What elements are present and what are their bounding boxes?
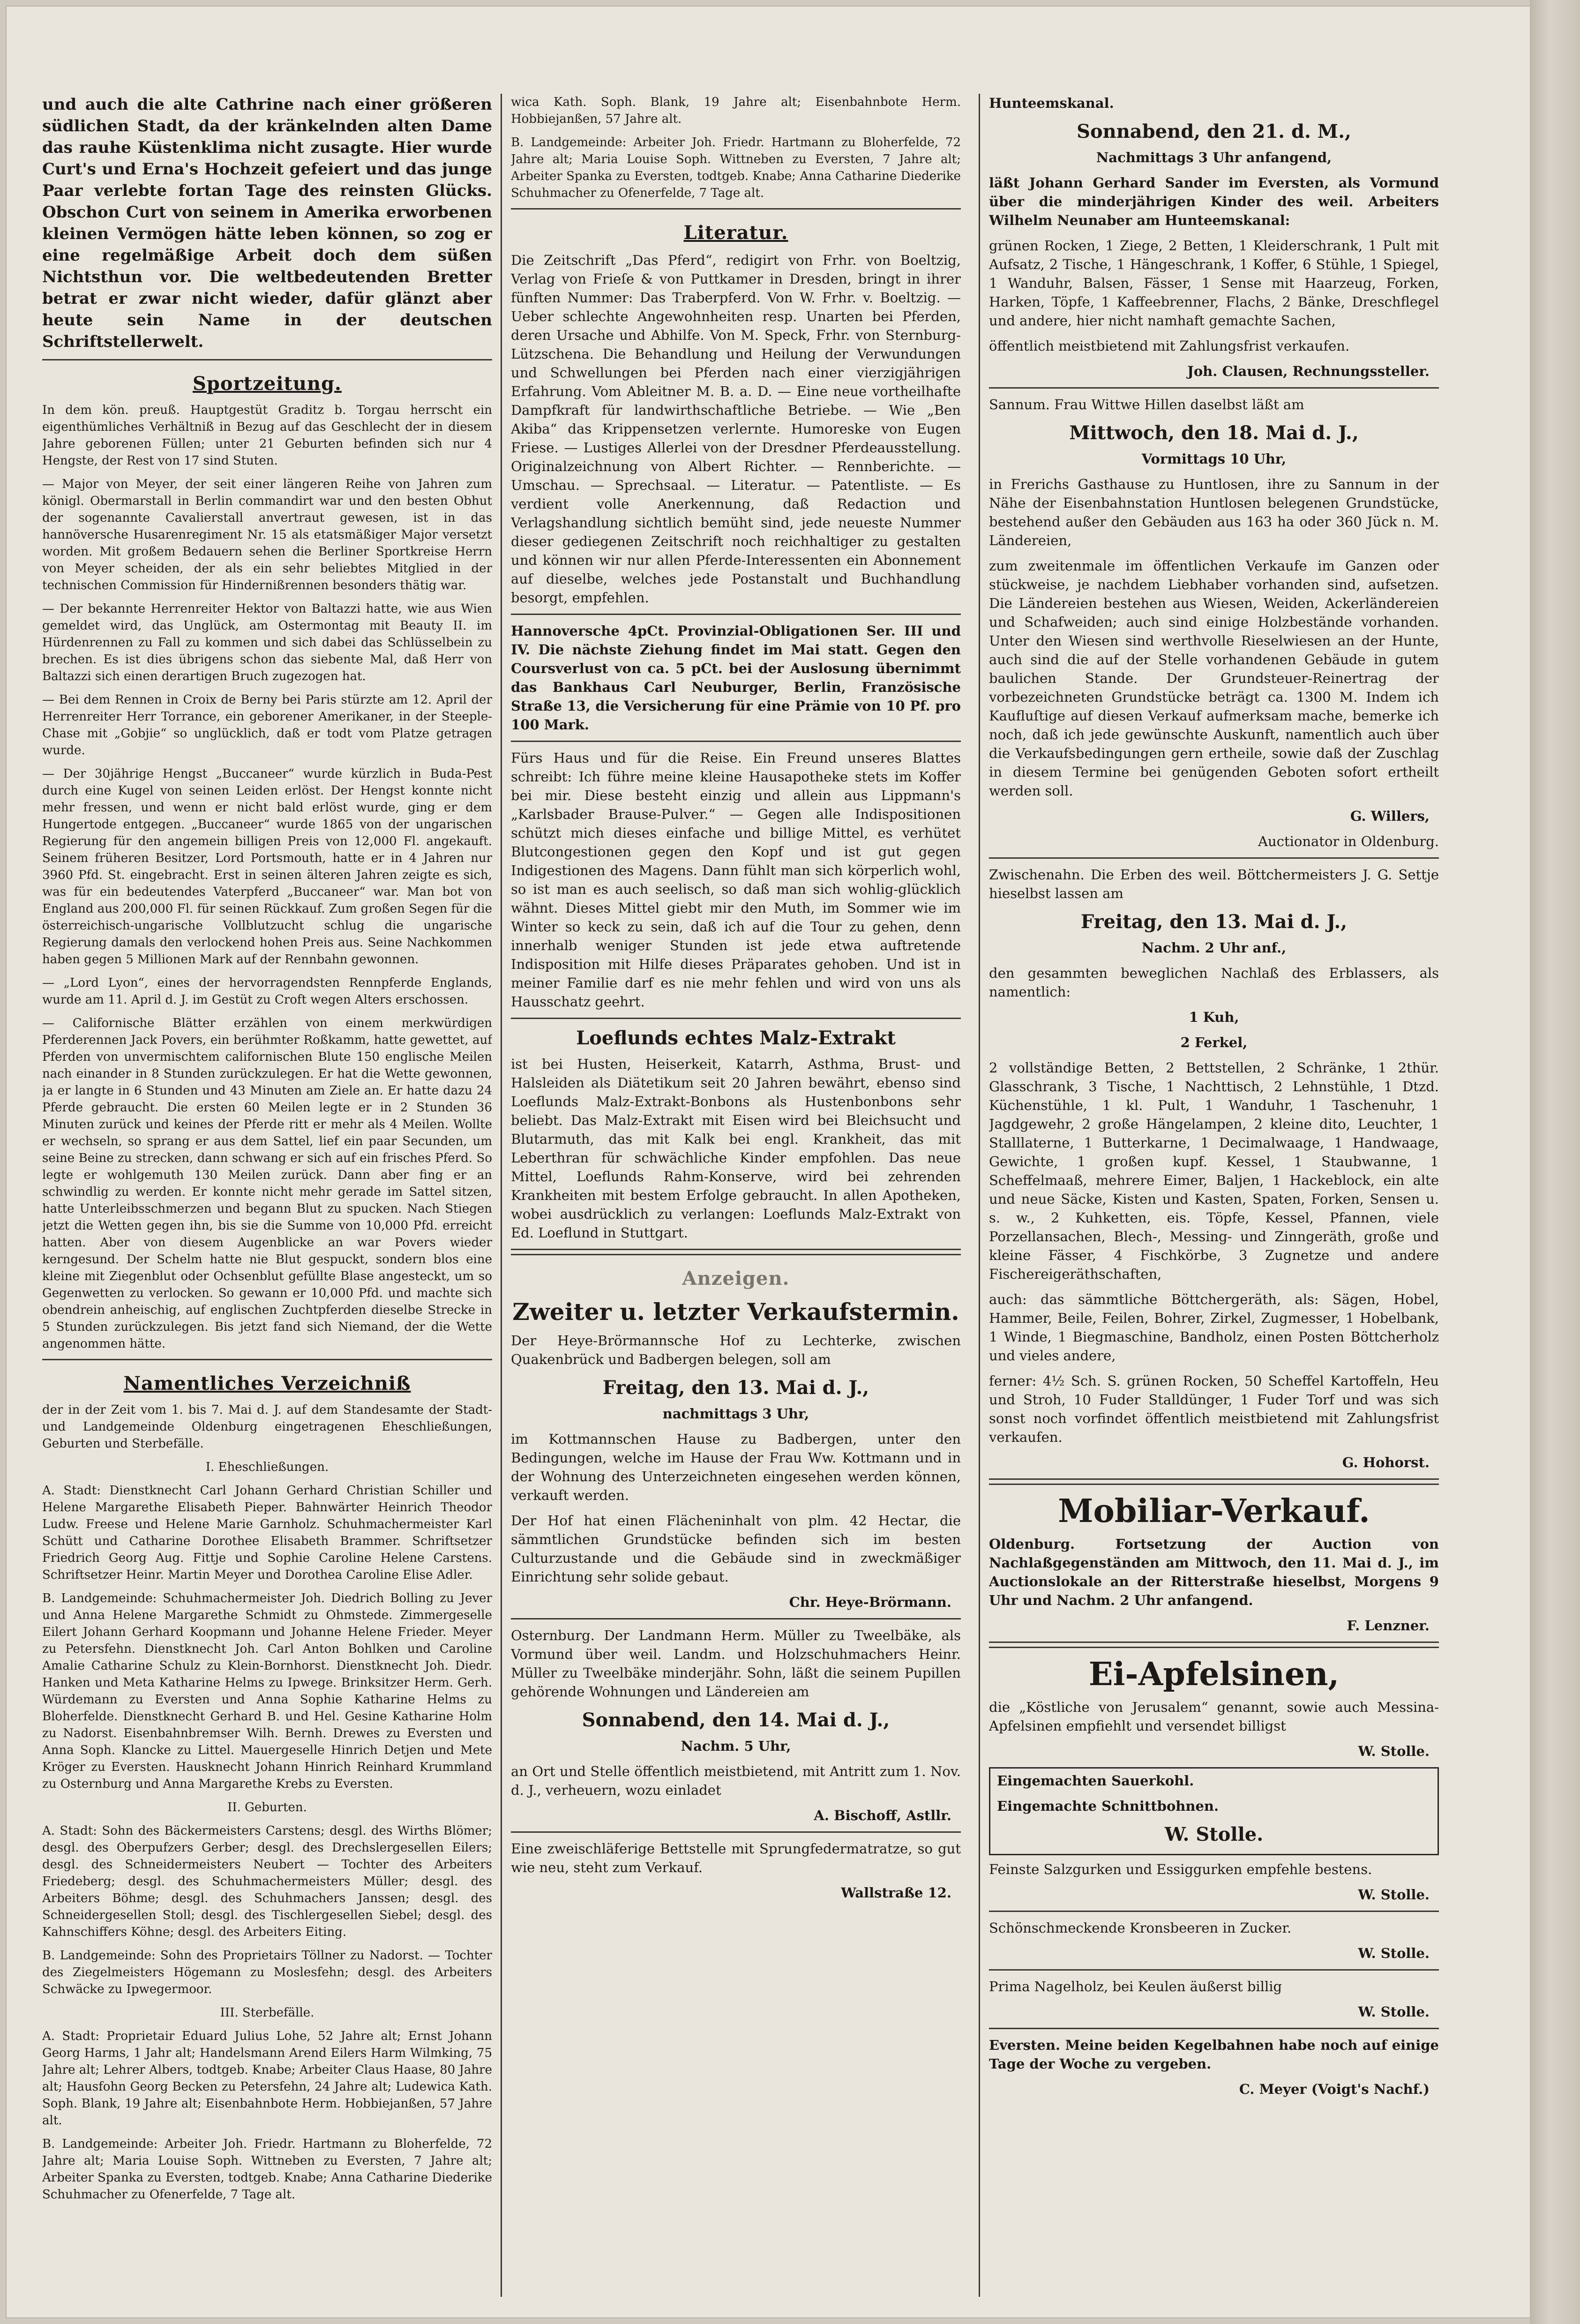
divider bbox=[989, 1969, 1439, 1971]
stolle-item: Prima Nagelholz, bei Keulen äußerst billig bbox=[989, 1979, 1282, 1994]
zwischenahn-intro: Zwischenahn. Die Erben des weil. Böttchermeisters J. G. Settje hieselbst lassen am bbox=[989, 867, 1439, 901]
auction-signature: Joh. Clausen, Rechnungssteller. bbox=[1187, 363, 1430, 379]
divider bbox=[989, 1642, 1439, 1648]
stolle-item: Feinste Salzgurken und Essiggurken empfehle bestens. bbox=[989, 1861, 1372, 1877]
divider bbox=[511, 741, 961, 742]
stolle-item: Schönschmeckende Kronsbeeren in Zucker. bbox=[989, 1920, 1292, 1936]
malz-extrakt-title: Loeflunds echtes Malz-Extrakt bbox=[576, 1027, 896, 1049]
sannum-signature: G. Willers, bbox=[1350, 808, 1430, 824]
obligation-notice: Hannoversche 4pCt. Provinzial-Obligationen Ser. III und IV. Die nächste Ziehung findet im Mai statt. Gegen den Coursverlust von ca. 5 pCt. bei der Auslosung übernimmt das Bankhaus Carl Neuburger, Berlin, Französische Straße 13, die Versicherung für eine Prämie von 10 Pf. pro 100 Mark. bbox=[511, 623, 961, 733]
story-ending: und auch die alte Cathrine nach einer größeren südlichen Stadt, da der kränkelnden alten Dame das rauhe Küstenklima nicht zusagte. Hier wurde Curt's und Erna's Hochzeit gefeiert und das junge Paar verlebte fortan Tage des reinsten Glücks. Obschon Curt von seinem in Amerika erworbenen kleinen Vermögen hätte leben können, so zog er eine regelmäßige Arbeit doch dem süßen Nichtsthun vor. Die weltbedeutenden Bretter betrat er zwar nicht wieder, dafür glänzt aber heute sein Name in der deutschen Schriftstellerwelt. bbox=[42, 95, 492, 351]
divider bbox=[511, 614, 961, 615]
mobiliar-title: Mobiliar-Verkauf. bbox=[1058, 1492, 1370, 1530]
zwischenahn-ferkel: 2 Ferkel, bbox=[1180, 1035, 1248, 1050]
register-entry: A. Stadt: Sohn des Bäckermeisters Carstens; desgl. des Wirths Blömer; desgl. des Oberpufzers Gerber; desgl. des Drechslergesellen Eilers; desgl. des Schneidermeisters Neubert — Tochter des Arbeiters Friedeberg; desgl. des Schuhmachermeisters Müller; desgl. des Arbeiters Böhme; desgl. des Schuhmachers Janssen; desgl. des Schneidergesellen Stoll; desgl. des Tischlergesellen Siebel; desgl. des Kahnschiffers Köhne; desgl. des Arbeiters Eiting. bbox=[42, 1824, 492, 1939]
sport-paragraph: — Californische Blätter erzählen von einem merkwürdigen Pferderennen Jack Povers, ein berühmter Roßkamm, hatte gewettet, auf Pferden von unvermischtem californischen Blute 150 englische Meilen nach einander in 8 Stunden zurückzulegen. Er hat die Wette gewonnen, ja er langte in 6 Stunden und 43 Minuten am Ziele an. Er hatte dazu 24 Pferde gebraucht. Die ersten 60 Meilen legte er in 2 Stunden 36 Minuten zurück und keines der Pferde ritt er mehr als 4 Meilen. Wollte er wechseln, so sprang er aus dem Sattel, lief ein paar Secunden, um seine Beine zu strecken, dann schwang er sich auf ein frisches Pferd. So legte er wohlgemuth 130 Meilen zurück. Dann aber fing er an schwindlig zu werden. Er konnte nicht mehr gerade im Sattel sitzen, hatte Unterleibsschmerzen und begann Blut zu spucken. Nach Stiegen jetzt die Wetten gegen ihn, bis sie die Summe von 10,000 Pfd. erreicht hatten. Aber von diesem Augenblicke an war Povers wieder kerngesund. Der Schelm hatte nie Blut gespuckt, sondern blos eine kleine mit Ziegenblut oder Ochsenblut gefüllte Blase angesteckt, um so Gegenwetten zu verlocken. So gewann er 10,000 Pfd. und machte sich obendrein anheischig, auf englischen Zuchtpferden dieselbe Strecke in 5 Stunden zurückzulegen. Bis jetzt fand sich Niemand, der die Wette angenommen hätte. bbox=[42, 1016, 492, 1351]
mobiliar-signature: F. Lenzner. bbox=[1347, 1618, 1430, 1634]
zwischenahn-kuh: 1 Kuh, bbox=[1189, 1009, 1239, 1025]
column-right bbox=[989, 94, 1439, 2297]
literature-heading: Literatur. bbox=[683, 222, 788, 244]
osternburg-text: an Ort und Stelle öffentlich meistbietend, mit Antritt zum 1. Nov. d. J., verheuern, wozu einladet bbox=[511, 1763, 961, 1798]
sport-paragraph: — Major von Meyer, der seit einer längeren Reihe von Jahren zum königl. Obermarstall in Berlin commandirt war und den besten Obhut der sogenannte Cavalierstall anvertraut gewesen, ist in das hannöversche Husarenregiment Nr. 15 als etatsmäßiger Major versetzt worden. Mit großem Bedauern sehen die Berliner Sportkreise Herrn von Meyer scheiden, der als ein sehr beliebtes Mitglied in der technischen Commission für Hindernißrennen besonders thätig war. bbox=[42, 477, 492, 592]
sport-paragraph: — Der bekannte Herrenreiter Hektor von Baltazzi hatte, wie aus Wien gemeldet wird, das Unglück, am Ostermontag mit Beauty II. im Hürdenrennen zu Fall zu kommen und sich dabei das Schlüsselbein zu brechen. Es ist dies übrigens schon das siebente Mal, daß Herr von Baltazzi sich einen derartigen Bruch zugezogen hat. bbox=[42, 602, 492, 683]
divider bbox=[511, 208, 961, 210]
zwischenahn-time: Nachm. 2 Uhr anf., bbox=[1141, 940, 1287, 956]
osternburg-date: Sonnabend, den 14. Mai d. J., bbox=[582, 1709, 890, 1731]
register-entry: B. Landgemeinde: Arbeiter Joh. Friedr. Hartmann zu Bloherfelde, 72 Jahre alt; Maria Louise Soph. Wittneben zu Eversten, 7 Jahre alt; Arbeiter Spanka zu Eversten, todtgeb. Knabe; Anna Catharine Diederike Schuhmacher zu Ofenerfelde, 7 Tage alt. bbox=[42, 2137, 492, 2202]
divider bbox=[989, 387, 1439, 389]
register-entry: A. Stadt: Proprietair Eduard Julius Lohe, 52 Jahre alt; Ernst Johann Georg Harms, 1 Jahr alt; Handelsmann Arend Eilers Harm Wilmking, 75 Jahre alt; Lehrer Albers, todtgeb. Knabe; Arbeiter Claus Haase, 80 Jahre alt; Hausfohn Georg Becken zu Petersfehn, 24 Jahre alt; Ludewica Kath. Soph. Blank, 19 Jahre alt; Eisenbahnbote Herm. Hobbiejanßen, 57 Jahre alt. bbox=[42, 2029, 492, 2128]
auction-items: grünen Rocken, 1 Ziege, 2 Betten, 1 Kleiderschrank, 1 Pult mit Aufsatz, 2 Tische, 1 Hängeschrank, 1 Koffer, 6 Stühle, 1 Spiegel, 1 Wanduhr, Balsen, Fässer, 1 Sense mit Haarzeug, Forken, Harken, Töpfe, 1 Kaffeebrenner, Flachs, 2 Bänke, Dreschflegel und andere, hier nicht namhaft gemachte Sachen, bbox=[989, 238, 1439, 329]
zwischenahn-items: 2 vollständige Betten, 2 Bettstellen, 2 Schränke, 1 2thür. Glasschrank, 3 Tische, 1 Nachttisch, 2 Lehnstühle, 1 Dtzd. Küchenstühle, 1 kl. Pult, 1 Wanduhr, 1 Taschenuhr, 1 Jagdgewehr, 2 große Hängelampen, 2 kleine dito, Leuchter, 1 Stalllaterne, 1 Butterkarne, 1 Decimalwaage, 1 Handwaage, Gewichte, 1 großen kupf. Kessel, 1 Staubwanne, 1 Scheffelmaaß, mehrere Eimer, Baljen, 1 Hackeblock, ein alte und neue Säcke, Kisten und Kasten, Spaten, Forken, Sensen u. s. w., 2 Kuhketten, eis. Töpfe, Kessel, Pfannen, viele Porzellansachen, Blech-, Messing- und Zinngeräth, große und kleine Fässer, 4 Fischkörbe, 3 Zugnetze und andere Fischereigeräthschaften, bbox=[989, 1060, 1439, 1282]
osternburg-time: Nachm. 5 Uhr, bbox=[681, 1738, 791, 1754]
sannum-time: Vormittags 10 Uhr, bbox=[1141, 451, 1287, 467]
osternburg-text: Osternburg. Der Landmann Herm. Müller zu Tweelbäke, als Vormund über weil. Landm. und Holzschuhmachers Heinr. Müller zu Tweelbäke minderjähr. Sohn, läßt die seinem Pupillen gehörende Wohnungen und Ländereien am bbox=[511, 1627, 961, 1700]
column-rule bbox=[979, 94, 980, 2297]
stolle-signature: W. Stolle. bbox=[1358, 2004, 1430, 2020]
column-rule bbox=[501, 94, 502, 2297]
auction-date: Sonnabend, den 21. d. M., bbox=[1077, 120, 1351, 142]
register-section-title: III. Sterbefälle. bbox=[220, 2006, 315, 2020]
register-entry: A. Stadt: Dienstknecht Carl Johann Gerhard Christian Schiller und Helene Margarethe Elisabeth Pieper. Bahnwärter Heinrich Theodor Ludw. Freese und Helene Marie Garnholz. Schuhmachermeister Karl Schütt und Catharine Dorothee Elisabeth Brammer. Schriftsetzer Friedrich Georg Aug. Fittje und Sophie Caroline Helene Carstens. Schriftsetzer Heinr. Martin Meyer und Dorothea Caroline Elise Adler. bbox=[42, 1484, 492, 1582]
sale-text: im Kottmannschen Hause zu Badbergen, unter den Bedingungen, welche im Hause der Frau Ww. Kottmann und in der Wohnung des Unterzeichneten eingesehen werden können, verkauft werden. bbox=[511, 1431, 961, 1503]
kegelbahn-ad: Eversten. Meine beiden Kegelbahnen habe noch auf einige Tage der Woche zu vergeben. bbox=[989, 2037, 1439, 2072]
register-section-title: I. Eheschließungen. bbox=[205, 1460, 329, 1474]
bed-ad: Eine zweischläferige Bettstelle mit Sprungfedermatratze, so gut wie neu, steht zum Verkauf. bbox=[511, 1841, 961, 1875]
register-entry: B. Landgemeinde: Sohn des Proprietairs Töllner zu Nadorst. — Tochter des Ziegelmeisters Högemann zu Moslesfehn; desgl. des Arbeiters Schwäcke zu Ipwegermoor. bbox=[42, 1949, 492, 1996]
sport-paragraph: — Bei dem Rennen in Croix de Berny bei Paris stürzte am 12. April der Herrenreiter Herr Torrance, ein geborener Amerikaner, in der Steeple-Chase mit „Gobjie“ so unglücklich, daß er todt vom Platze getragen wurde. bbox=[42, 693, 492, 757]
divider bbox=[511, 1018, 961, 1019]
sale-signature: Chr. Heye-Brörmann. bbox=[789, 1594, 951, 1610]
stolle-signature: W. Stolle. bbox=[1358, 1945, 1430, 1961]
zwischenahn-signature: G. Hohorst. bbox=[1342, 1454, 1430, 1470]
auction-time: Nachmittags 3 Uhr anfangend, bbox=[1096, 150, 1332, 165]
apfelsinen-text: die „Köstliche von Jerusalem“ genannt, sowie auch Messina-Apfelsinen empfiehlt und versendet billigst bbox=[989, 1699, 1439, 1734]
kegelbahn-signature: C. Meyer (Voigt's Nachf.) bbox=[1239, 2081, 1430, 2097]
divider bbox=[989, 1478, 1439, 1485]
zwischenahn-items: ferner: 4½ Sch. S. grünen Rocken, 50 Scheffel Kartoffeln, Heu und Stroh, 10 Fuder Stalldünger, 1 Fuder Torf und was sich sonst noch vorfindet öffentlich meistbietend mit Zahlungsfrist verkaufen. bbox=[989, 1373, 1439, 1445]
divider bbox=[989, 1911, 1439, 1912]
register-continued: B. Landgemeinde: Arbeiter Joh. Friedr. Hartmann zu Bloherfelde, 72 Jahre alt; Maria Louise Soph. Wittneben zu Eversten, 7 Jahre alt; Arbeiter Spanka zu Eversten, todtgeb. Knabe; Anna Catharine Diederike Schuhmacher zu Ofenerfelde, 7 Tage alt. bbox=[511, 135, 961, 200]
sale-time: nachmittags 3 Uhr, bbox=[662, 1406, 809, 1422]
column-left bbox=[42, 94, 492, 2297]
stolle-item: Eingemachte Schnittbohnen. bbox=[997, 1798, 1219, 1814]
divider bbox=[511, 1618, 961, 1619]
apfelsinen-title: Ei-Apfelsinen, bbox=[1088, 1656, 1340, 1693]
sannum-text: zum zweitenmale im öffentlichen Verkaufe im Ganzen oder stückweise, je nachdem Liebhaber vorhanden sind, aufsetzen. Die Ländereien bestehen aus Wiesen, Weiden, Ackerländereien und Schafweiden; auch sind einige Holzbestände vorhanden. Unter den Wiesen sind werthvolle Rieselwiesen an der Hunte, auch sind die auf der Stelle vorhandenen Gebäude in gutem baulichen Stande. Der Grundsteuer-Reinertrag der vorbezeichneten Grundstücke beträgt ca. 1300 M. Indem ich Kaufluſtige auf diesen Verkauf aufmerksam mache, bemerke ich noch, daß ich jede gewünschte Auskunft, namentlich auch über die Verkaufsbedingungen gern ertheile, sowie daß der Zuschlag in diesem Termine bei genügenden Geboten sofort ertheilt werden soll. bbox=[989, 558, 1439, 799]
divider bbox=[511, 1249, 961, 1255]
register-entry: B. Landgemeinde: Schuhmachermeister Joh. Diedrich Bolling zu Jever und Anna Helene Margarethe Schmidt zu Ohmstede. Zimmergeselle Eilert Johann Gerhard Koopmann und Johanne Helene Frieder. Meyer zu Petersfehn. Dienstknecht Joh. Carl Anton Bohlken und Caroline Amalie Catharine Schulz zu Klein-Bornhorst. Dienstknecht Joh. Diedr. Hanken und Meta Katharine Helms zu Ipwege. Brinksitzer Herm. Gerh. Würdemann zu Eversten und Anna Sophie Katharine Helms zu Bloherfelde. Dienstknecht Gerhard B. und Hel. Gesine Katharine Holm zu Nadorst. Eisenbahnbremser Wilh. Bernh. Drewes zu Eversten und Anna Soph. Klancke zu Littel. Mauergeselle Hinrich Detjen und Mete Kröger zu Eversten. Hausknecht Johann Hinrich Reinhard Krummland zu Osternburg und Anna Margarethe Krebs zu Eversten. bbox=[42, 1591, 492, 1791]
sannum-text: in Frerichs Gasthause zu Huntlosen, ihre zu Sannum in der Nähe der Eisenbahnstation Huntlosen belegenen Grundstücke, bestehend außer den Gebäuden aus 163 ha oder 360 Jück n. M. Ländereien, bbox=[989, 476, 1439, 548]
register-continued: wica Kath. Soph. Blank, 19 Jahre alt; Eisenbahnbote Herm. Hobbiejanßen, 57 Jahre alt. bbox=[511, 95, 961, 126]
zwischenahn-text: den gesammten beweglichen Nachlaß des Erblassers, als namentlich: bbox=[989, 965, 1439, 1000]
auction-text: öffentlich meistbietend mit Zahlungsfrist verkaufen. bbox=[989, 338, 1350, 354]
auction-place: Hunteemskanal. bbox=[989, 95, 1114, 111]
bed-ad-address: Wallstraße 12. bbox=[841, 1885, 951, 1901]
zwischenahn-date: Freitag, den 13. Mai d. J., bbox=[1080, 911, 1348, 933]
mobiliar-text: Oldenburg. Fortsetzung der Auction von Nachlaßgegenständen am Mittwoch, den 11. Mai d. J., im Auctionslokale an der Ritterstraße hieselbst, Morgens 9 Uhr und Nachm. 2 Uhr anfangend. bbox=[989, 1536, 1439, 1608]
column-middle bbox=[511, 94, 961, 2297]
sale-text: Der Hof hat einen Flächeninhalt von plm. 42 Hectar, die sämmtlichen Grundstücke befinden sich im besten Culturzustande und die Gebäude sind in zweckmäßiger Einrichtung sehr solide gebaut. bbox=[511, 1513, 961, 1585]
sale-date: Freitag, den 13. Mai d. J., bbox=[602, 1377, 869, 1399]
stolle-signature: W. Stolle. bbox=[1358, 1887, 1430, 1903]
osternburg-signature: A. Bischoff, Astllr. bbox=[814, 1807, 951, 1823]
register-intro: der in der Zeit vom 1. bis 7. Mai d. J. auf dem Standesamte der Stadt- und Landgemeinde Oldenburg eingetragenen Eheschließungen, Geburten und Sterbefälle. bbox=[42, 1403, 492, 1451]
sport-paragraph: — Der 30jährige Hengst „Buccaneer“ wurde kürzlich in Buda-Pest durch eine Kugel von seinen Leiden erlöst. Der Hengst konnte nicht mehr fressen, und wenn er nicht bald erlöst wurde, ging er dem Hungertode entgegen. „Buccaneer“ wurde 1865 von der ungarischen Regierung für den angemein billigen Preis von 12,000 Fl. angekauft. Seinem früheren Besitzer, Lord Portsmouth, hatte er in 4 Jahren nur 3960 Pfd. St. eingebracht. Erst in seinen älteren Jahren zeigte es sich, was für ein bedeutendes Vaterpferd „Buccaneer“ war. Man bot von England aus 200,000 Fl. für seinen Rückkauf. Zum großen Segen für die österreichisch-ungarische Vollblutzucht schlug die ungarische Regierung damals den verlockend hohen Preis aus. Seine Nachkommen haben gegen 5 Millionen Mark auf der Rennbahn gewonnen. bbox=[42, 767, 492, 967]
sport-paragraph: In dem kön. preuß. Hauptgestüt Graditz b. Torgau herrscht ein eigenthümliches Verhältniß in Bezug auf das Geschlecht der in diesem Jahre geborenen Füllen; unter 21 Geburten befinden sich nur 4 Hengste, der Rest von 17 sind Stuten. bbox=[42, 403, 492, 468]
sport-paragraph: — „Lord Lyon“, eines der hervorragendsten Rennpferde Englands, wurde am 11. April d. J. im Gestüt zu Croft wegen Alters erschossen. bbox=[42, 976, 492, 1007]
sport-heading: Sportzeitung. bbox=[193, 373, 342, 395]
malz-extrakt-text: ist bei Husten, Heiserkeit, Katarrh, Asthma, Brust- und Halsleiden als Diätetikum seit 20 Jahren bewährt, ebenso sind Loeflunds Malz-Extrakt-Bonbons als Hustenbonbons sehr beliebt. Das Malz-Extrakt mit Eisen wird bei Bleichsucht und Blutarmuth, das mit Kalk bei engl. Krankheit, das mit Leberthran für schwächliche Kinder empfohlen. Das neue Mittel, Loeflunds Rahm-Konserve, wird bei zehrenden Krankheiten mit bestem Erfolge gebraucht. In allen Apotheken, wobei ausdrücklich zu verlangen: Loeflunds Malz-Extrakt von Ed. Loeflund in Stuttgart. bbox=[511, 1056, 961, 1241]
sale-title: Zweiter u. letzter Verkaufstermin. bbox=[512, 1298, 959, 1326]
literature-text: Die Zeitschrift „Das Pferd“, redigirt von Frhr. von Boeltzig, Verlag von Frieſe & von Puttkamer in Dresden, bringt in ihrer fünften Nummer: Das Traberpferd. Von W. Frhr. v. Boeltzig. — Ueber schlechte Angewohnheiten resp. Unarten bei Pferden, deren Ursache und Abhilfe. Von M. Speck, Frhr. von Sternburg-Lützschena. Die Behandlung und Heilung der Verwundungen und Schwellungen bei Pferden nach einer vierzigjährigen Erfahrung. Vom Ableitner M. B. a. D. — Eine neue vortheilhafte Dampfkraft für landwirthschaftliche Betriebe. — Wie „Ben Akiba“ das Krippensetzen verlernte. Humoreske von Eugen Friese. — Lustiges Allerlei von der Dresdner Pferdeausstellung. Originalzeichnung von Albert Richter. — Rennberichte. — Umschau. — Sprechsaal. — Literatur. — Patentliste. — Es verdient volle Anerkennung, daß Redaction und Verlagshandlung sichtlich bemüht sind, jede neueste Nummer dieser gediegenen Zeitschrift noch reichhaltiger zu gestalten und können wir nur allen Pferde-Interessenten ein Abonnement auf dieselbe, welches jede Postanstalt und Buchhandlung besorgt, empfehlen. bbox=[511, 252, 961, 606]
sannum-intro: Sannum. Frau Wittwe Hillen daselbst läßt am bbox=[989, 397, 1304, 412]
divider bbox=[511, 1831, 961, 1833]
stolle-name: W. Stolle. bbox=[1164, 1823, 1264, 1845]
divider bbox=[42, 1359, 492, 1360]
ads-heading: Anzeigen. bbox=[682, 1267, 790, 1289]
sannum-signature-title: Auctionator in Oldenburg. bbox=[1258, 833, 1439, 849]
register-heading: Namentliches Verzeichniß bbox=[123, 1372, 411, 1394]
stolle-ad-box bbox=[989, 1767, 1439, 1855]
register-section-title: II. Geburten. bbox=[227, 1800, 307, 1814]
travel-notice: Fürs Haus und für die Reise. Ein Freund unseres Blattes schreibt: Ich führe meine kleine Hausapotheke stets im Koffer bei mir. Diese besteht einzig und allein aus Lippmann's „Karlsbader Brause-Pulver.“ — Gegen alle Indispositionen schützt mich dieses einfache und billige Mittel, es verhütet Blutcongestionen gegen den Kopf und ist gut gegen Indigestionen des Magens. Dann fühlt man sich körperlich wohl, so ist man es auch seelisch, so daß man sich wohlig-glücklich wähnt. Dieses Mittel giebt mir den Muth, im Sommer wie im Winter so keck zu sein, daß ich auf die Tour zu gehen, denn innerhalb weniger Stunden ist jede etwa auftretende Indisposition mit Hilfe dieses Präparates gehoben. Und ist in meiner Familie darf es nie mehr fehlen und wird von uns als Hausschatz geehrt. bbox=[511, 750, 961, 1010]
sannum-date: Mittwoch, den 18. Mai d. J., bbox=[1069, 422, 1359, 444]
divider bbox=[989, 857, 1439, 859]
zwischenahn-items: auch: das sämmtliche Böttchergeräth, als: Sägen, Hobel, Hammer, Beile, Feilen, Bohrer, Zirkel, Zugmesser, 1 Hobelbank, 1 Winde, 1 Biegmaschine, Bandholz, einen Posten Böttcherholz und vieles andere, bbox=[989, 1291, 1439, 1364]
auction-intro: läßt Johann Gerhard Sander im Eversten, als Vormund über die minderjährigen Kinder des weil. Arbeiters Wilhelm Neunaber am Hunteemskanal: bbox=[989, 175, 1439, 228]
page-edge bbox=[1530, 0, 1580, 2324]
divider bbox=[42, 359, 492, 360]
sale-intro: Der Heye-Brörmannsche Hof zu Lechterke, zwischen Quakenbrück und Badbergen belegen, soll am bbox=[511, 1333, 961, 1367]
apfelsinen-signature: W. Stolle. bbox=[1358, 1743, 1430, 1759]
stolle-item: Eingemachten Sauerkohl. bbox=[997, 1773, 1194, 1789]
divider bbox=[989, 2028, 1439, 2029]
